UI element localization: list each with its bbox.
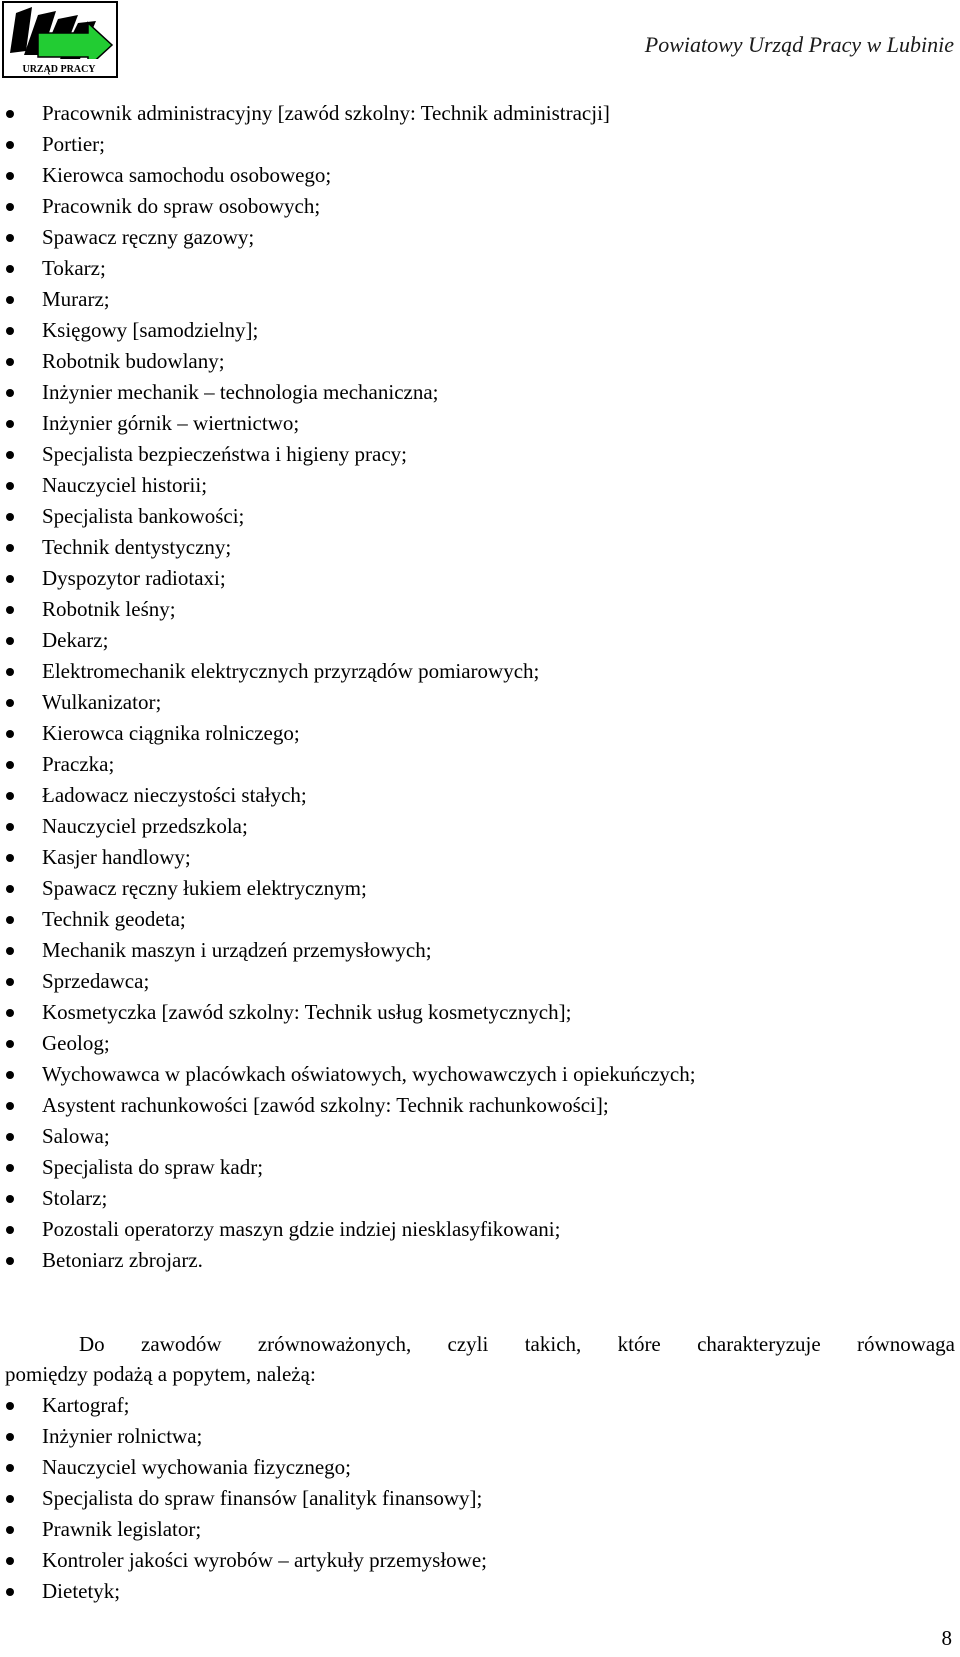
list-item: Stolarz;: [0, 1183, 696, 1214]
header-title: Powiatowy Urząd Pracy w Lubinie: [644, 32, 954, 57]
list-item: Murarz;: [0, 284, 696, 315]
list-item: Pozostali operatorzy maszyn gdzie indziej niesklasyfikowani;: [0, 1214, 696, 1245]
logo-text: URZĄD PRACY: [22, 64, 96, 75]
list-item: Spawacz ręczny łukiem elektrycznym;: [0, 873, 696, 904]
list-item: Kierowca ciągnika rolniczego;: [0, 718, 696, 749]
list-item: Tokarz;: [0, 253, 696, 284]
list-item: Robotnik leśny;: [0, 594, 696, 625]
list-item: Technik dentystyczny;: [0, 532, 696, 563]
list-item: Salowa;: [0, 1121, 696, 1152]
list-item: Prawnik legislator;: [0, 1514, 487, 1545]
occupation-list-deficit: [0, 98, 696, 1276]
list-item: Kosmetyczka [zawód szkolny: Technik usług kosmetycznych];: [0, 997, 696, 1028]
list-item: Asystent rachunkowości [zawód szkolny: Technik rachunkowości];: [0, 1090, 696, 1121]
paragraph-line-1: Do zawodów zrównoważonych, czyli takich, które charakteryzuje równowaga: [79, 1332, 955, 1356]
list-item: Kasjer handlowy;: [0, 842, 696, 873]
list-item: Specjalista bezpieczeństwa i higieny pracy;: [0, 439, 696, 470]
list-item: Inżynier górnik – wiertnictwo;: [0, 408, 696, 439]
list-item: Kartograf;: [0, 1390, 487, 1421]
list-item: Geolog;: [0, 1028, 696, 1059]
urzad-pracy-logo: [2, 1, 118, 78]
list-item: Ładowacz nieczystości stałych;: [0, 780, 696, 811]
list-item: Nauczyciel historii;: [0, 470, 696, 501]
list-item: Nauczyciel wychowania fizycznego;: [0, 1452, 487, 1483]
page-number: 8: [941, 1626, 952, 1650]
list-item: Kontroler jakości wyrobów – artykuły przemysłowe;: [0, 1545, 487, 1576]
list-item: Księgowy [samodzielny];: [0, 315, 696, 346]
list-item: Pracownik administracyjny [zawód szkolny: Technik administracji]: [0, 98, 696, 129]
list-item: Dyspozytor radiotaxi;: [0, 563, 696, 594]
list-item: Specjalista bankowości;: [0, 501, 696, 532]
list-item: Elektromechanik elektrycznych przyrządów pomiarowych;: [0, 656, 696, 687]
list-item: Dietetyk;: [0, 1576, 487, 1607]
list-item: Wychowawca w placówkach oświatowych, wychowawczych i opiekuńczych;: [0, 1059, 696, 1090]
occupation-list-balanced: [0, 1390, 487, 1607]
list-item: Kierowca samochodu osobowego;: [0, 160, 696, 191]
list-item: Portier;: [0, 129, 696, 160]
paragraph-line-2: pomiędzy podażą a popytem, należą:: [5, 1362, 316, 1386]
list-item: Robotnik budowlany;: [0, 346, 696, 377]
list-item: Specjalista do spraw kadr;: [0, 1152, 696, 1183]
balanced-occupations-paragraph: [5, 1329, 955, 1389]
list-item: Dekarz;: [0, 625, 696, 656]
list-item: Technik geodeta;: [0, 904, 696, 935]
list-item: Wulkanizator;: [0, 687, 696, 718]
list-item: Specjalista do spraw finansów [analityk finansowy];: [0, 1483, 487, 1514]
list-item: Betoniarz zbrojarz.: [0, 1245, 696, 1276]
list-item: Inżynier rolnictwa;: [0, 1421, 487, 1452]
list-item: Pracownik do spraw osobowych;: [0, 191, 696, 222]
list-item: Inżynier mechanik – technologia mechaniczna;: [0, 377, 696, 408]
list-item: Mechanik maszyn i urządzeń przemysłowych;: [0, 935, 696, 966]
list-item: Spawacz ręczny gazowy;: [0, 222, 696, 253]
logo-graphic: [2, 1, 118, 78]
list-item: Nauczyciel przedszkola;: [0, 811, 696, 842]
list-item: Sprzedawca;: [0, 966, 696, 997]
list-item: Praczka;: [0, 749, 696, 780]
